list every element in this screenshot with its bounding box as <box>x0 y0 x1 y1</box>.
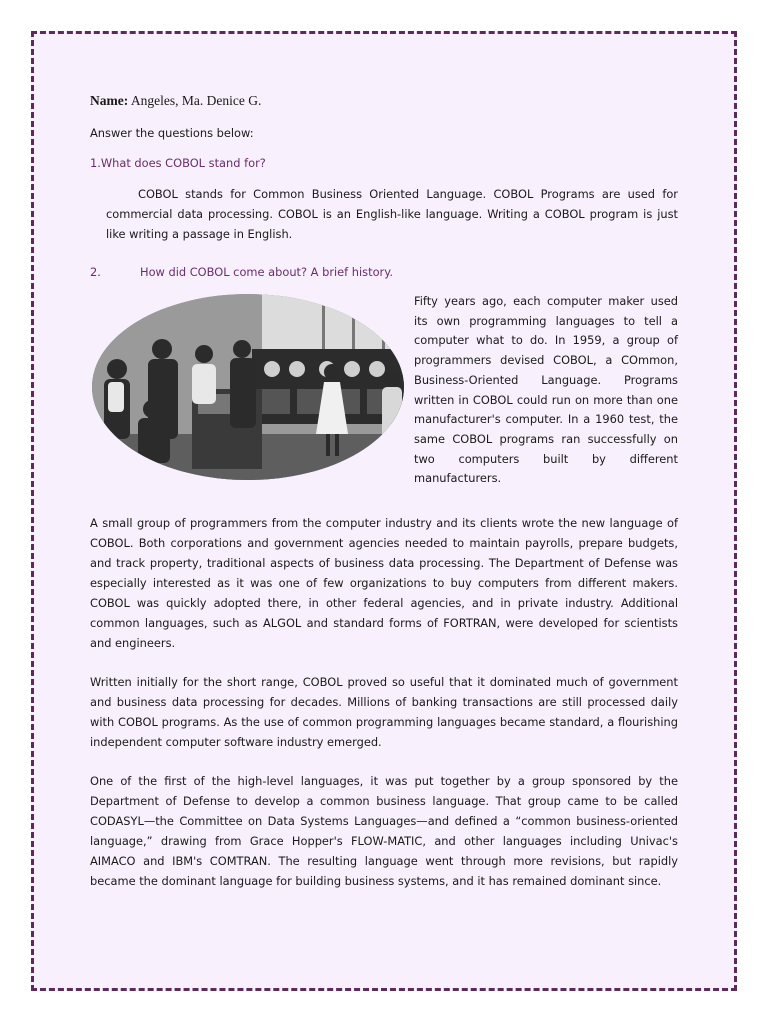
history-paragraph-2: Written initially for the short range, COBOL proved so useful that it dominated much of government and business data processing for decades. Millions of banking transactions are still processed daily with COBOL programs. As the use of common programming languages became standard, a flourishing independent computer software industry emerged. <box>90 675 678 749</box>
history-paragraph-1: A small group of programmers from the computer industry and its clients wrote the new language of COBOL. Both corporations and government agencies needed to maintain payrolls, prepare budgets, and track property, traditional aspects of business data processing. The Department of Defense was especially interested as it was one of few organizations to buy computers from different makers. COBOL was quickly adopted there, in other federal agencies, and in private industry. Additional common languages, such as ALGOL and standard forms of FORTRAN, were developed for scientists and engineers. <box>90 516 678 650</box>
cobol-programmers-photo <box>92 294 404 480</box>
history-paragraph-3: One of the first of the high-level languages, it was put together by a group sponsored by the Department of Defense to develop a common business language. That group came to be called CODASYL—the Committee on Data Systems Languages—and defined a “common business-oriented language,” drawing from Grace Hopper's FLOW-MATIC, and other languages including Univac's AIMACO and IBM's COMTRAN. The resulting language went through more revisions, but rapidly became the dominant language for building business systems, and it has remained dominant since. <box>90 774 678 888</box>
student-name: Angeles, Ma. Denice G. <box>130 93 262 108</box>
question-1-heading: 1.What does COBOL stand for? <box>90 156 266 170</box>
document-content <box>90 93 678 891</box>
instructions: Answer the questions below: <box>90 126 254 140</box>
question-2-heading <box>90 265 678 279</box>
photo-illustration <box>92 294 404 480</box>
question-2-number: 2. <box>90 265 101 279</box>
question-1-answer: COBOL stands for Common Business Oriented Language. COBOL Programs are used for commercial data processing. COBOL is an English-like language. Writing a COBOL program is just like writing a passage in English. <box>106 187 678 241</box>
name-line <box>90 93 678 109</box>
history-side-paragraph: Fifty years ago, each computer maker used its own programming languages to tell a computer what to do. In 1959, a group of programmers devised COBOL, a COmmon, Business-Oriented Language. Programs written in COBOL could run on more than one manufacturer's computer. In a 1960 test, the same COBOL programs ran successfully on two computers built by different manufacturers. <box>414 294 678 486</box>
question-2-text: How did COBOL come about? A brief history. <box>140 265 393 279</box>
name-label: Name: <box>90 93 129 108</box>
photo-text-section <box>90 292 678 492</box>
